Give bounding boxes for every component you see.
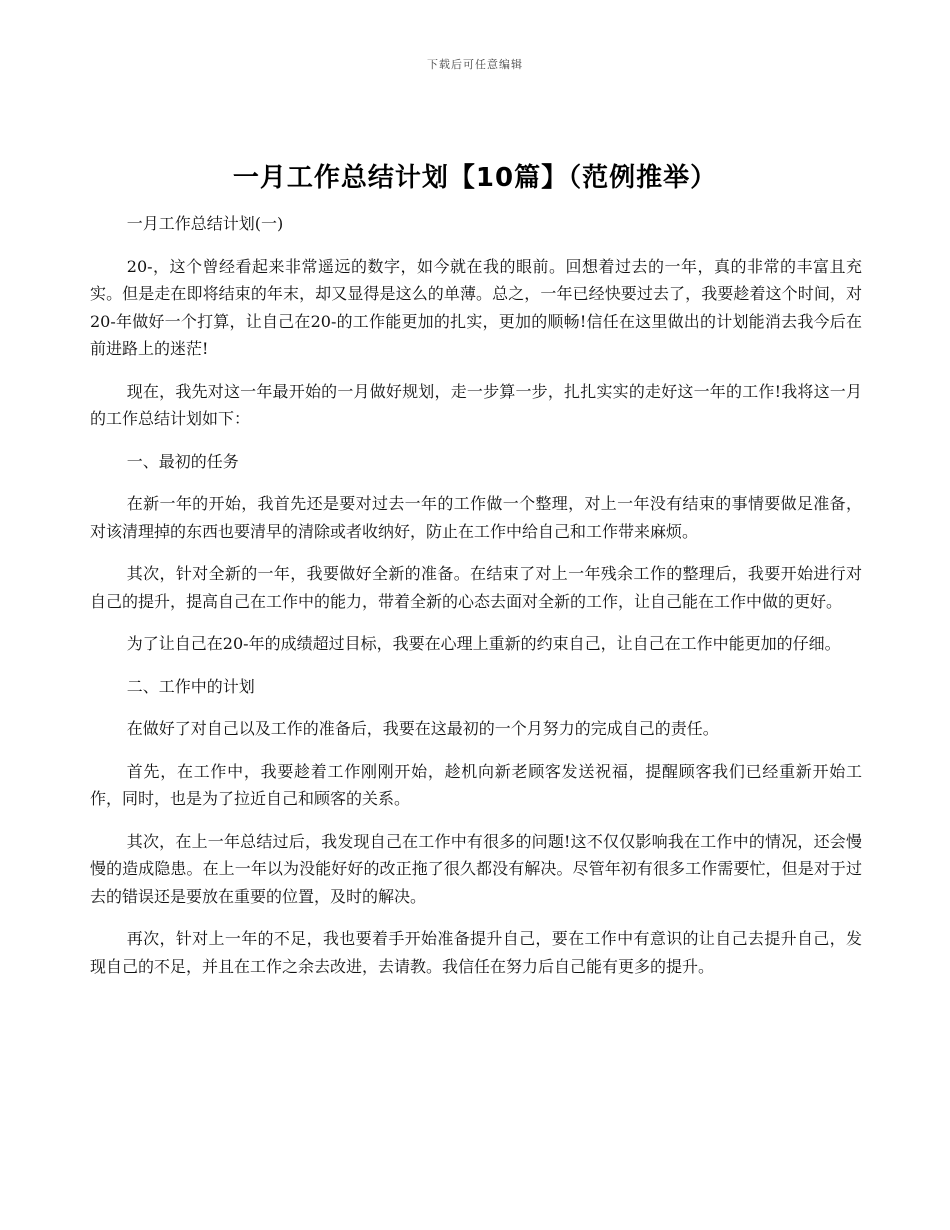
body-paragraph: 再次，针对上一年的不足，我也要着手开始准备提升自己，要在工作中有意识的让自己去提升自己，发现自己的不足，并且在工作之余去改进，去请教。我信任在努力后自己能有更多的提升。 [90,929,862,976]
page-header-note: 下载后可任意编辑 [427,58,523,71]
body-paragraph: 其次，针对全新的一年，我要做好全新的准备。在结束了对上一年残余工作的整理后，我要开始进行对自己的提升，提高自己在工作中的能力，带着全新的心态去面对全新的工作，让自己能在工作中做的更好。 [90,564,862,611]
section-heading: 一、最初的任务 [126,451,239,471]
document-title: 一月工作总结计划【10篇】（范例推举） [232,163,718,194]
body-paragraph: 其次，在上一年总结过后，我发现自己在工作中有很多的问题!这不仅仅影响我在工作中的情况，还会慢慢的造成隐患。在上一年以为没能好好的改正拖了很久都没有解决。尽管年初有很多工作需要忙，但是对于过去的错误还是要放在重要的位置，及时的解决。 [90,831,862,906]
body-paragraph: 为了让自己在20-年的成绩超过目标，我要在心理上重新的约束自己，让自己在工作中能更加的仔细。 [126,634,841,653]
section-heading: 二、工作中的计划 [126,676,255,696]
document-body [90,210,862,995]
body-paragraph: 首先，在工作中，我要趁着工作刚刚开始，趁机向新老顾客发送祝福，提醒顾客我们已经重新开始工作，同时，也是为了拉近自己和顾客的关系。 [90,761,862,808]
section-subtitle: 一月工作总结计划(一) [126,214,284,233]
body-paragraph: 在做好了对自己以及工作的准备后，我要在这最初的一个月努力的完成自己的责任。 [126,719,719,738]
body-paragraph: 在新一年的开始，我首先还是要对过去一年的工作做一个整理，对上一年没有结束的事情要做足准备，对该清理掉的东西也要清早的清除或者收纳好，防止在工作中给自己和工作带来麻烦。 [90,494,862,541]
body-paragraph: 20-，这个曾经看起来非常遥远的数字，如今就在我的眼前。回想着过去的一年，真的非常的丰富且充实。但是走在即将结束的年末，却又显得是这么的单薄。总之，一年已经快要过去了，我要趁着这个时间，对20-年做好一个打算，让自己在20-的工作能更加的扎实，更加的顺畅!信任在这里做出的计划能消去我今后在前进路上的迷茫! [90,256,862,358]
body-paragraph: 现在，我先对这一年最开始的一月做好规划，走一步算一步，扎扎实实的走好这一年的工作!我将这一月的工作总结计划如下： [90,381,862,428]
